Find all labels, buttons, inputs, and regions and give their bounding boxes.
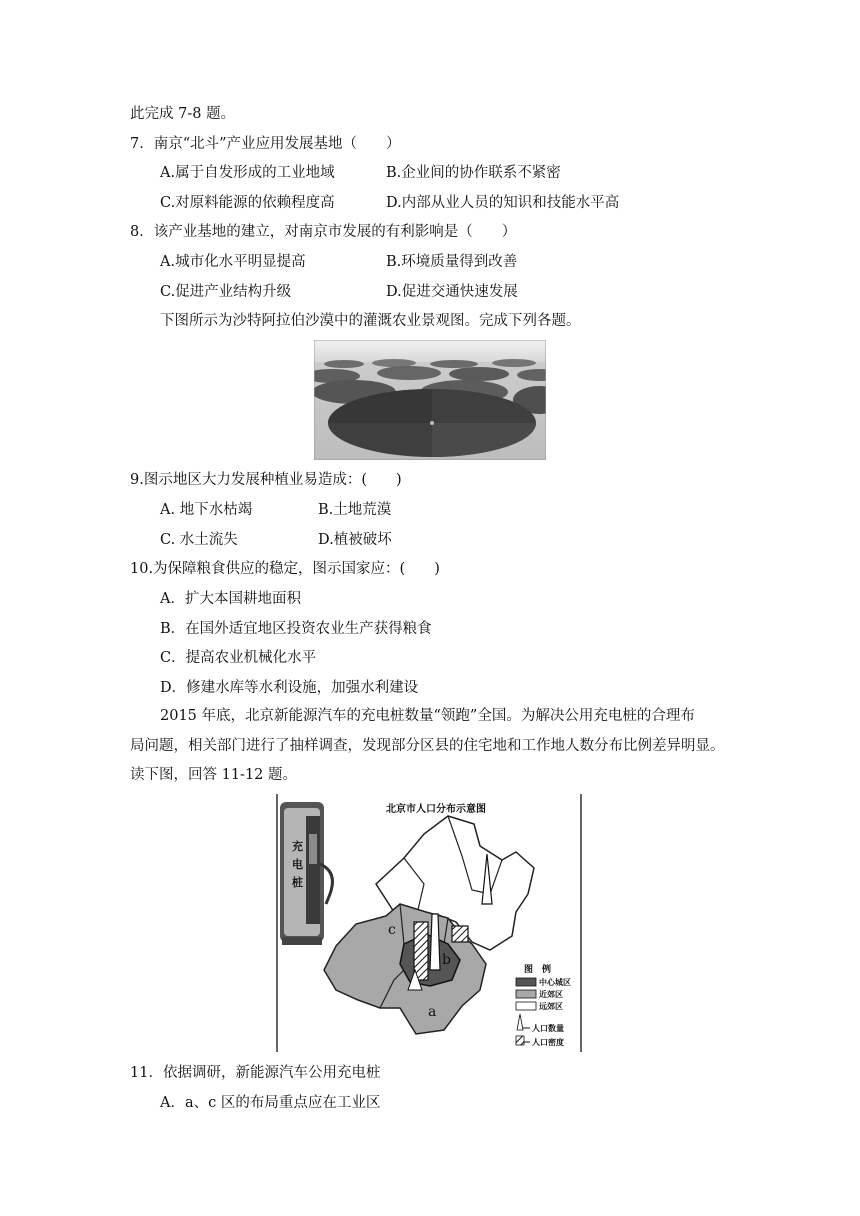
desert-intro: 下图所示为沙特阿拉伯沙漠中的灌溉农业景观图。完成下列各题。 [160,313,581,329]
legend-title: 图 例 [524,965,552,975]
q9-option-a: A. 地下水枯竭 [160,502,253,518]
charger-label-2: 电 [292,858,303,871]
density-bar-c [414,922,428,980]
beijing-population-map [276,794,582,1052]
map-title: 北京市人口分布示意图 [386,804,486,815]
charger-label-1: 充 [292,840,303,853]
q7-option-b: B.企业间的协作联系不紧密 [386,165,561,181]
q10-option-c: C．提高农业机械化水平 [160,650,317,666]
legend-center: 中心城区 [539,978,571,987]
charger-label-3: 桩 [292,876,303,889]
q10-stem: 10.为保障粮食供应的稳定，图示国家应：( ) [130,561,440,577]
q9-option-d: D.植被破坏 [318,532,392,548]
q7-stem: 7．南京“北斗”产业应用发展基地（ ） [130,136,401,152]
legend-swatch-center [516,978,536,986]
q10-option-b: B．在国外适宜地区投资农业生产获得粮食 [160,621,432,637]
legend-swatch-near [516,990,536,998]
desert-irrigation-image [314,340,546,460]
legend-near: 近郊区 [539,990,563,999]
legend-far: 远郊区 [539,1002,563,1011]
label-c: c [388,922,396,938]
charging-pile-icon [280,802,332,945]
q8-option-d: D.促进交通快速发展 [386,284,518,300]
beijing-intro-line2: 局问题，相关部门进行了抽样调查，发现部分区县的住宅地和工作地人数分布比例差异明显。 [130,738,725,754]
q11-option-a: A．a、c 区的布局重点应在工业区 [160,1095,381,1111]
legend-swatch-far [516,1002,536,1010]
intro-tail: 此完成 7-8 题。 [130,106,236,122]
label-b: b [442,952,451,968]
q9-option-c: C. 水土流失 [160,532,238,548]
q11-stem: 11．依据调研，新能源汽车公用充电桩 [130,1065,381,1081]
q8-stem: 8．该产业基地的建立，对南京市发展的有利影响是（ ） [130,224,517,240]
q7-option-d: D.内部从业人员的知识和技能水平高 [386,195,620,211]
q8-option-a: A.城市化水平明显提高 [160,254,306,270]
q9-option-b: B.土地荒漠 [318,502,392,518]
q10-option-d: D．修建水库等水利设施，加强水利建设 [160,680,419,696]
legend-population: 人口数量 [532,1024,564,1033]
legend-symbol-population [517,1014,523,1030]
legend-symbol-density [516,1036,524,1045]
density-bar-north [452,926,468,942]
legend-density: 人口密度 [532,1038,564,1047]
label-a: a [428,1004,437,1020]
beijing-intro-line1: 2015 年底，北京新能源汽车的充电桩数量“领跑”全国。为解决公用充电桩的合理布 [160,708,695,724]
population-bar-b [430,914,440,970]
q8-option-c: C.促进产业结构升级 [160,284,292,300]
q7-option-a: A.属于自发形成的工业地域 [160,165,335,181]
q8-option-b: B.环境质量得到改善 [386,254,518,270]
q10-option-a: A．扩大本国耕地面积 [160,591,301,607]
beijing-intro-line3: 读下图，回答 11-12 题。 [130,767,298,783]
q9-stem: 9.图示地区大力发展种植业易造成：( ) [130,472,402,488]
q7-option-c: C.对原料能源的依赖程度高 [160,195,335,211]
